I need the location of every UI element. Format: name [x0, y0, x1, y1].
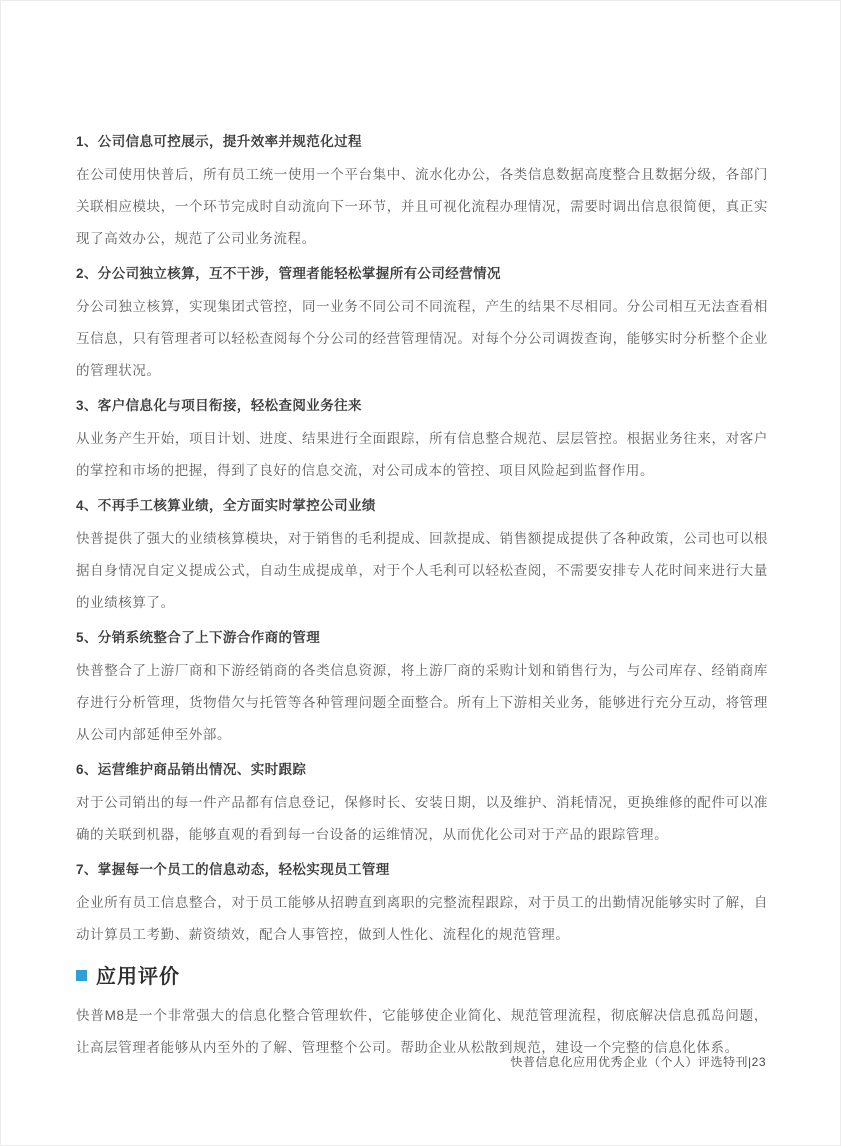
section-body: 从业务产生开始，项目计划、进度、结果进行全面跟踪，所有信息整合规范、层层管控。根据业务往来，对客户的掌控和市场的把握，得到了良好的信息交流，对公司成本的管控、项目风险起到监督作用。	[76, 431, 768, 478]
section-heading: 4、不再手工核算业绩，全方面实时掌控公司业绩	[76, 498, 376, 513]
section-body: 企业所有员工信息整合，对于员工能够从招聘直到离职的完整流程跟踪，对于员工的出勤情况能够实时了解，自动计算员工考勤、薪资绩效，配合人事管控，做到人性化、流程化的规范管理。	[76, 895, 768, 942]
section-body: 在公司使用快普后，所有员工统一使用一个平台集中、流水化办公，各类信息数据高度整合且数据分级，各部门关联相应模块，一个环节完成时自动流向下一环节，并且可视化流程办理情况，需要时调出信息很简便，真正实现了高效办公，规范了公司业务流程。	[76, 167, 768, 246]
page-content	[76, 132, 768, 1064]
section-heading: 2、分公司独立核算，互不干涉，管理者能轻松掌握所有公司经营情况	[76, 266, 501, 281]
page-footer: 快普信息化应用优秀企业（个人）评选特刊|23	[510, 1055, 766, 1069]
section-body: 快普整合了上游厂商和下游经销商的各类信息资源，将上游厂商的采购计划和销售行为，与公司库存、经销商库存进行分析管理，货物借欠与托管等各种管理问题全面整合。所有上下游相关业务，能够进行充分互动，将管理从公司内部延伸至外部。	[76, 663, 768, 742]
section-body: 分公司独立核算，实现集团式管控，同一业务不同公司不同流程，产生的结果不尽相同。分公司相互无法查看相互信息，只有管理者可以轻松查阅每个分公司的经营管理情况。对每个分公司调拨查询，能够实时分析整个企业的管理状况。	[76, 299, 768, 378]
section-heading: 3、客户信息化与项目衔接，轻松查阅业务往来	[76, 398, 362, 413]
section-heading: 7、掌握每一个员工的信息动态，轻松实现员工管理	[76, 862, 390, 877]
feature-section-7	[76, 860, 768, 951]
feature-section-3	[76, 396, 768, 487]
blue-square-marker-icon	[76, 970, 87, 981]
feature-section-2	[76, 264, 768, 387]
feature-section-4	[76, 496, 768, 619]
feature-section-6	[76, 760, 768, 851]
review-section	[76, 960, 768, 1064]
feature-section-5	[76, 628, 768, 751]
section-heading: 1、公司信息可控展示，提升效率并规范化过程	[76, 134, 362, 149]
review-section-title: 应用评价	[96, 966, 180, 988]
review-title-row	[76, 960, 768, 989]
section-heading: 6、运营维护商品销出情况、实时跟踪	[76, 762, 307, 777]
section-heading: 5、分销系统整合了上下游合作商的管理	[76, 630, 321, 645]
section-body: 对于公司销出的每一件产品都有信息登记，保修时长、安装日期，以及维护、消耗情况，更换维修的配件可以准确的关联到机器，能够直观的看到每一台设备的运维情况，从而优化公司对于产品的跟踪管理。	[76, 795, 768, 842]
section-body: 快普提供了强大的业绩核算模块，对于销售的毛利提成、回款提成、销售额提成提供了各种政策，公司也可以根据自身情况自定义提成公式，自动生成提成单，对于个人毛利可以轻松查阅，不需要安排专人花时间来进行大量的业绩核算了。	[76, 531, 768, 610]
feature-section-1	[76, 132, 768, 255]
review-section-body: 快普M8是一个非常强大的信息化整合管理软件，它能够使企业简化、规范管理流程，彻底解决信息孤岛问题，让高层管理者能够从内至外的了解、管理整个公司。帮助企业从松散到规范，建设一个完整的信息化体系。	[76, 1008, 768, 1055]
